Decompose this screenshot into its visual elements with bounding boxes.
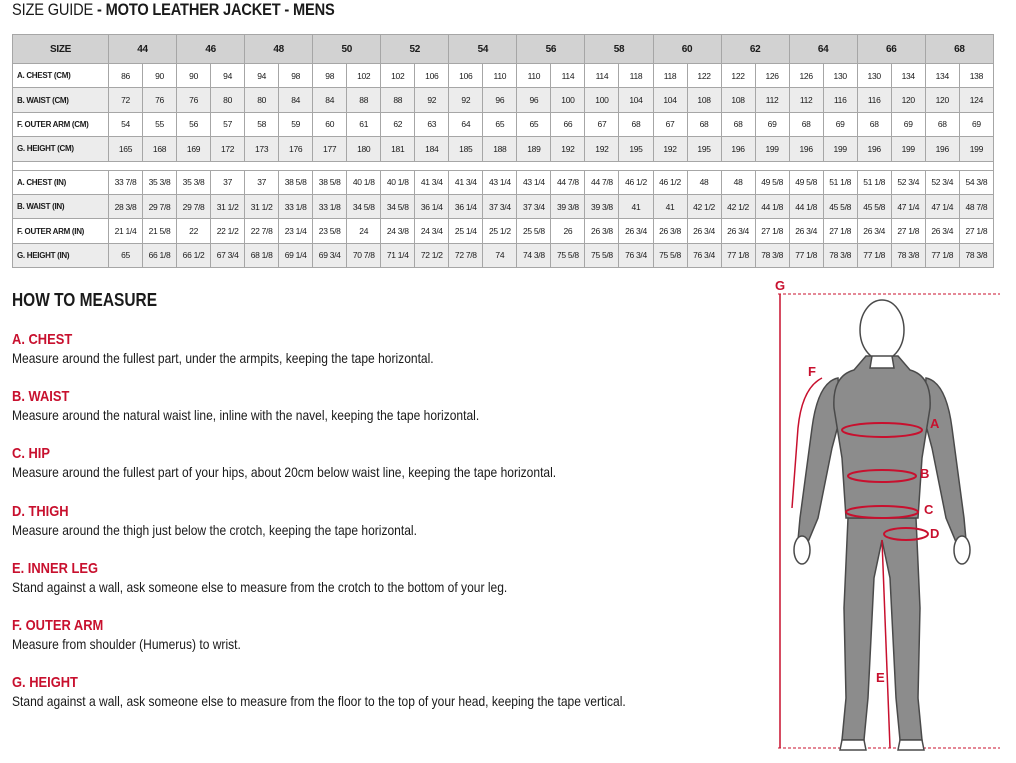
measure-item [12,503,772,560]
table-cell: 122 [687,64,721,88]
table-cell: 74 3/8 [517,243,551,267]
table-cell: 42 1/2 [687,194,721,218]
table-cell: 75 5/8 [551,243,585,267]
table-cell: 27 1/8 [755,219,789,243]
table-cell: 76 3/4 [619,243,653,267]
table-cell: 94 [245,64,279,88]
table-cell: 67 [653,112,687,136]
table-cell: 100 [551,88,585,112]
table-cell: 199 [959,137,993,161]
label-f: F [808,364,816,379]
table-cell: 38 5/8 [279,170,313,194]
table-cell: 118 [653,64,687,88]
table-cell: 130 [823,64,857,88]
table-cell: 49 5/8 [789,170,823,194]
table-cell: 48 [721,170,755,194]
measure-item [12,560,772,617]
table-cell: 45 5/8 [857,194,891,218]
table-cell: 66 [551,112,585,136]
table-cell: 65 [517,112,551,136]
table-cell: 31 1/2 [245,194,279,218]
table-cell: 26 3/4 [721,219,755,243]
table-cell: 68 [687,112,721,136]
table-cell: 54 [109,112,143,136]
table-cell: 77 1/8 [925,243,959,267]
table-cell: 96 [517,88,551,112]
size-column-header: 48 [245,35,313,64]
table-cell: 55 [143,112,177,136]
table-cell: 29 7/8 [177,194,211,218]
measure-heading: D. THIGH [12,502,69,520]
table-cell: 199 [891,137,925,161]
table-cell: 72 1/2 [415,243,449,267]
table-cell: 75 5/8 [653,243,687,267]
table-cell: 118 [619,64,653,88]
table-cell: 58 [245,112,279,136]
table-cell: 47 1/4 [925,194,959,218]
mannequin-illustration [760,278,1010,758]
table-cell: 180 [347,137,381,161]
table-cell: 25 5/8 [517,219,551,243]
table-cell: 195 [687,137,721,161]
table-spacer-row [13,161,994,170]
table-cell: 84 [279,88,313,112]
table-cell: 35 3/8 [143,170,177,194]
table-cell: 76 [177,88,211,112]
table-cell: 100 [585,88,619,112]
measure-description: Measure from shoulder (Humerus) to wrist. [12,635,241,652]
table-row [13,243,994,267]
table-cell: 44 7/8 [551,170,585,194]
table-cell: 120 [891,88,925,112]
table-cell: 44 7/8 [585,170,619,194]
table-cell: 104 [619,88,653,112]
table-cell: 110 [483,64,517,88]
table-cell: 192 [653,137,687,161]
table-cell: 21 5/8 [143,219,177,243]
table-cell: 75 5/8 [585,243,619,267]
table-cell: 57 [211,112,245,136]
table-cell: 78 3/8 [755,243,789,267]
title-separator: - [93,0,106,19]
table-cell: 60 [313,112,347,136]
table-cell: 78 3/8 [959,243,993,267]
table-cell: 165 [109,137,143,161]
row-label: G. HEIGHT (IN) [13,243,109,267]
label-g: G [775,278,786,293]
table-cell: 28 3/8 [109,194,143,218]
table-cell: 61 [347,112,381,136]
table-cell: 40 1/8 [347,170,381,194]
table-cell: 124 [959,88,993,112]
table-cell: 168 [143,137,177,161]
row-label: F. OUTER ARM (CM) [13,112,109,136]
measure-item [12,617,772,674]
measure-heading: G. HEIGHT [12,674,78,692]
table-cell: 195 [619,137,653,161]
table-cell: 68 [721,112,755,136]
table-cell: 196 [857,137,891,161]
table-row [13,137,994,161]
table-cell: 36 1/4 [415,194,449,218]
table-cell: 24 3/8 [381,219,415,243]
table-cell: 26 3/4 [925,219,959,243]
table-cell: 88 [347,88,381,112]
table-row [13,88,994,112]
table-cell: 177 [313,137,347,161]
table-cell: 41 [653,194,687,218]
table-cell: 192 [585,137,619,161]
table-cell: 69 3/4 [313,243,347,267]
table-cell: 104 [653,88,687,112]
table-cell: 90 [143,64,177,88]
table-cell: 27 1/8 [891,219,925,243]
table-cell: 37 [245,170,279,194]
label-d: D [930,526,940,541]
table-cell: 169 [177,137,211,161]
table-cell: 44 1/8 [755,194,789,218]
table-cell: 26 3/8 [585,219,619,243]
table-cell: 80 [211,88,245,112]
table-cell: 65 [109,243,143,267]
size-header-cell: SIZE [13,35,109,64]
table-cell: 34 5/8 [347,194,381,218]
table-cell: 52 3/4 [891,170,925,194]
body-measurement-figure [760,278,1010,758]
table-cell: 102 [381,64,415,88]
measure-description: Stand against a wall, ask someone else to measure from the crotch to the bottom of your leg. [12,578,508,595]
table-cell: 46 1/2 [653,170,687,194]
table-cell: 22 7/8 [245,219,279,243]
table-cell: 134 [891,64,925,88]
table-cell: 112 [789,88,823,112]
table-cell: 80 [245,88,279,112]
table-cell: 72 [109,88,143,112]
table-cell: 71 1/4 [381,243,415,267]
measure-item [12,331,772,388]
table-cell: 68 [925,112,959,136]
measure-description: Measure around the fullest part, under the armpits, keeping the tape horizontal. [12,350,434,366]
table-cell: 69 [891,112,925,136]
table-cell: 98 [313,64,347,88]
table-cell: 26 3/4 [619,219,653,243]
table-cell: 26 3/4 [857,219,891,243]
table-cell: 51 1/8 [857,170,891,194]
table-cell: 126 [789,64,823,88]
table-cell: 68 [857,112,891,136]
table-cell: 29 7/8 [143,194,177,218]
feet [840,740,924,750]
table-cell: 51 1/8 [823,170,857,194]
table-cell: 102 [347,64,381,88]
size-column-header: 68 [925,35,993,64]
table-cell: 116 [857,88,891,112]
table-cell: 77 1/8 [789,243,823,267]
table-cell: 196 [925,137,959,161]
table-cell: 45 5/8 [823,194,857,218]
how-to-measure-title: HOW TO MEASURE [12,290,158,310]
table-cell: 134 [925,64,959,88]
table-cell: 78 3/8 [823,243,857,267]
table-cell: 41 3/4 [415,170,449,194]
table-cell: 185 [449,137,483,161]
table-cell: 199 [823,137,857,161]
size-column-header: 52 [381,35,449,64]
measure-heading: A. CHEST [12,331,73,348]
size-column-header: 66 [857,35,925,64]
table-cell: 43 1/4 [517,170,551,194]
table-cell: 24 3/4 [415,219,449,243]
table-cell: 54 3/8 [959,170,993,194]
table-cell: 120 [925,88,959,112]
row-label: G. HEIGHT (CM) [13,137,109,161]
table-cell: 122 [721,64,755,88]
table-cell: 196 [721,137,755,161]
measure-item [12,388,772,445]
row-label: A. CHEST (CM) [13,64,109,88]
table-cell: 192 [551,137,585,161]
table-cell: 116 [823,88,857,112]
table-cell: 34 5/8 [381,194,415,218]
row-label: A. CHEST (IN) [13,170,109,194]
table-cell: 33 1/8 [313,194,347,218]
table-cell: 76 [143,88,177,112]
size-column-header: 46 [177,35,245,64]
table-cell: 67 3/4 [211,243,245,267]
table-cell: 72 7/8 [449,243,483,267]
table-cell: 98 [279,64,313,88]
measure-item [12,674,772,731]
table-cell: 22 [177,219,211,243]
table-cell: 41 [619,194,653,218]
table-cell: 59 [279,112,313,136]
label-c: C [924,502,934,517]
table-cell: 114 [551,64,585,88]
table-cell: 56 [177,112,211,136]
table-cell: 39 3/8 [585,194,619,218]
table-cell: 35 3/8 [177,170,211,194]
table-cell: 49 5/8 [755,170,789,194]
table-cell: 94 [211,64,245,88]
size-column-header: 62 [721,35,789,64]
table-cell: 84 [313,88,347,112]
size-column-header: 60 [653,35,721,64]
table-cell: 63 [415,112,449,136]
table-row [13,170,994,194]
table-cell: 26 3/4 [687,219,721,243]
table-cell: 114 [585,64,619,88]
table-row [13,112,994,136]
measurement-instructions [12,331,772,731]
table-cell: 42 1/2 [721,194,755,218]
table-cell: 199 [755,137,789,161]
table-cell: 92 [415,88,449,112]
table-cell: 37 3/4 [483,194,517,218]
table-cell: 106 [415,64,449,88]
table-cell: 74 [483,243,517,267]
measure-heading: B. WAIST [12,388,70,406]
table-cell: 41 3/4 [449,170,483,194]
table-cell: 64 [449,112,483,136]
table-cell: 25 1/2 [483,219,517,243]
measure-description: Measure around the thigh just below the crotch, keeping the tape horizontal. [12,521,417,538]
table-cell: 78 3/8 [891,243,925,267]
label-b: B [920,466,930,481]
table-cell: 189 [517,137,551,161]
table-cell: 88 [381,88,415,112]
size-column-header: 56 [517,35,585,64]
table-cell: 188 [483,137,517,161]
table-row [13,219,994,243]
table-cell: 108 [721,88,755,112]
table-cell: 181 [381,137,415,161]
size-column-header: 54 [449,35,517,64]
table-cell: 24 [347,219,381,243]
measure-heading: C. HIP [12,445,51,463]
table-cell: 130 [857,64,891,88]
measure-heading: E. INNER LEG [12,559,99,577]
row-label: B. WAIST (CM) [13,88,109,112]
size-chart-table [12,34,994,268]
table-cell: 26 3/8 [653,219,687,243]
table-cell: 106 [449,64,483,88]
table-cell: 26 [551,219,585,243]
table-cell: 196 [789,137,823,161]
table-cell: 23 5/8 [313,219,347,243]
table-cell: 22 1/2 [211,219,245,243]
table-cell: 112 [755,88,789,112]
table-cell: 48 7/8 [959,194,993,218]
table-cell: 69 1/4 [279,243,313,267]
table-cell: 37 [211,170,245,194]
measure-heading: F. OUTER ARM [12,616,104,634]
size-header-row [13,35,994,64]
table-cell: 65 [483,112,517,136]
table-cell: 67 [585,112,619,136]
table-cell: 77 1/8 [857,243,891,267]
table-cell: 138 [959,64,993,88]
table-cell: 66 1/8 [143,243,177,267]
table-cell: 37 3/4 [517,194,551,218]
table-cell: 90 [177,64,211,88]
label-a: A [930,416,940,431]
table-cell: 43 1/4 [483,170,517,194]
spacer-cell [13,161,994,170]
table-cell: 69 [959,112,993,136]
table-cell: 33 7/8 [109,170,143,194]
table-cell: 23 1/4 [279,219,313,243]
table-cell: 48 [687,170,721,194]
table-row [13,64,994,88]
table-cell: 46 1/2 [619,170,653,194]
table-cell: 70 7/8 [347,243,381,267]
table-cell: 36 1/4 [449,194,483,218]
row-label: F. OUTER ARM (IN) [13,219,109,243]
table-cell: 68 [789,112,823,136]
table-cell: 47 1/4 [891,194,925,218]
label-e: E [876,670,885,685]
measure-description: Measure around the fullest part of your hips, about 20cm below waist line, keeping the tape horizontal. [12,464,557,481]
title-product-name: MOTO LEATHER JACKET - MENS [105,0,335,19]
size-column-header: 58 [585,35,653,64]
table-cell: 126 [755,64,789,88]
measure-description: Measure around the natural waist line, inline with the navel, keeping the tape horizontal. [12,407,480,424]
table-cell: 31 1/2 [211,194,245,218]
table-cell: 108 [687,88,721,112]
table-cell: 39 3/8 [551,194,585,218]
table-cell: 172 [211,137,245,161]
table-cell: 52 3/4 [925,170,959,194]
table-cell: 44 1/8 [789,194,823,218]
table-cell: 176 [279,137,313,161]
table-cell: 27 1/8 [959,219,993,243]
size-column-header: 64 [789,35,857,64]
table-cell: 38 5/8 [313,170,347,194]
title-prefix: SIZE GUIDE [12,0,94,19]
table-cell: 66 1/2 [177,243,211,267]
table-cell: 26 3/4 [789,219,823,243]
table-cell: 69 [823,112,857,136]
table-cell: 184 [415,137,449,161]
table-row [13,194,994,218]
size-column-header: 44 [109,35,177,64]
table-cell: 92 [449,88,483,112]
table-cell: 110 [517,64,551,88]
table-cell: 40 1/8 [381,170,415,194]
table-cell: 96 [483,88,517,112]
table-cell: 69 [755,112,789,136]
table-cell: 68 1/8 [245,243,279,267]
page-title [12,0,335,20]
table-cell: 62 [381,112,415,136]
table-cell: 68 [619,112,653,136]
table-cell: 27 1/8 [823,219,857,243]
size-column-header: 50 [313,35,381,64]
table-cell: 77 1/8 [721,243,755,267]
table-cell: 173 [245,137,279,161]
measure-item [12,445,772,502]
table-cell: 21 1/4 [109,219,143,243]
table-cell: 76 3/4 [687,243,721,267]
table-cell: 86 [109,64,143,88]
row-label: B. WAIST (IN) [13,194,109,218]
measure-description: Stand against a wall, ask someone else to measure from the floor to the top of your head, keeping the tape vertical. [12,693,626,710]
table-cell: 25 1/4 [449,219,483,243]
table-cell: 33 1/8 [279,194,313,218]
